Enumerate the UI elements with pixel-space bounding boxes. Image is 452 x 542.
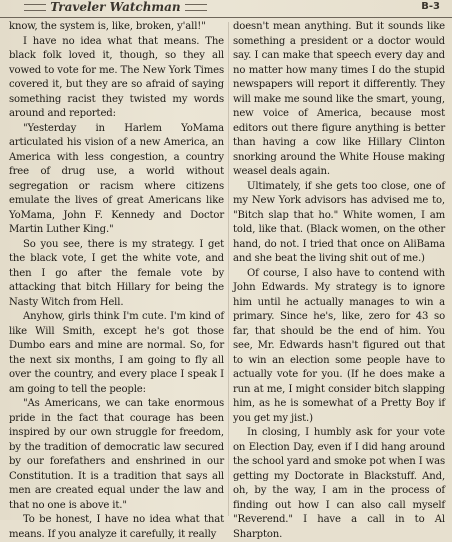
masthead	[24, 0, 207, 14]
quote-paragraph: "Yesterday in Harlem YoMama articulated his vision of a new America, an America with less congestion, a country free of drug use, a world without segregation or racism where citizens emulate the lives of great Americans like YoMama, John F. Kennedy and Doctor Martin Luther King."	[9, 122, 224, 235]
masthead-title: Traveler Watchman	[50, 0, 181, 14]
column-divider	[228, 22, 229, 516]
masthead-rule-icon	[185, 4, 207, 11]
left-column	[9, 20, 224, 540]
paragraph: Anyhow, girls think I'm cute. I'm kind of like Will Smith, except he's got those Dumbo ears and mine are normal. So, for the next six months, I am going to fly all over the country, and every place I speak I am going to tell the people:	[9, 311, 224, 395]
paragraph: To be honest, I have no idea what that means. If you analyze it carefully, it really	[9, 514, 224, 540]
paragraph: know, the system is, like, broken, y'all!"	[9, 21, 206, 32]
right-column	[233, 20, 445, 540]
page-header	[0, 0, 452, 18]
paragraph: So you see, there is my strategy. I get the black vote, I get the white vote, and then I go after the female vote by attacking that bitch Hillary for being the Nasty Witch from Hell.	[9, 238, 224, 308]
quote-paragraph: "As Americans, we can take enormous pride in the fact that courage has been inspired by our own struggle for freedom, by the tradition of democratic law secured by our forefathers and enshrined in our Constitution. It is a tradition that says all men are created equal under the law and that no one is above it."	[9, 398, 224, 511]
page-number: B-3	[421, 1, 440, 12]
paragraph: In closing, I humbly ask for your vote on Election Day, even if I did hang around the school yard and smoke pot when I was getting my Doctorate in Blackstuff. And, oh, by the way, I am in the process of finding out how I can also call myself "Reverend." I have a call in to Al Sharpton.	[233, 427, 445, 540]
paragraph: doesn't mean anything. But it sounds like something a president or a doctor would say. I can make that speech every day and no matter how many times I do the stupid newspapers will report it differently. They will make me sound like the smart, young, new voice of America, because most editors out there figure anything is better than having a cow like Hillary Clinton snorking around the White House making weasel deals again.	[233, 21, 445, 177]
paragraph: I have no idea what that means. The black folk loved it, though, so they all vowed to vote for me. The New York Times covered it, but they are so afraid of saying something racist they twisted my words around and reported:	[9, 35, 224, 119]
masthead-rule-icon	[24, 4, 46, 11]
paragraph: Ultimately, if she gets too close, one of my New York advisors has advised me to, "Bitch slap that ho." White women, I am told, like that. (Black women, on the other hand, do not. I tried that once on AliBama and she beat the living shit out of me.)	[233, 180, 445, 264]
paragraph: Of course, I also have to contend with John Edwards. My strategy is to ignore him until he actually manages to win a primary. Since he's, like, zero for 43 so far, that should be the end of him. You see, Mr. Edwards hasn't figured out that to win an election some people have to actually vote for you. (If he does make a run at me, I might consider bitch slapping him, as he is somewhat of a Pretty Boy if you get my jist.)	[233, 267, 445, 424]
